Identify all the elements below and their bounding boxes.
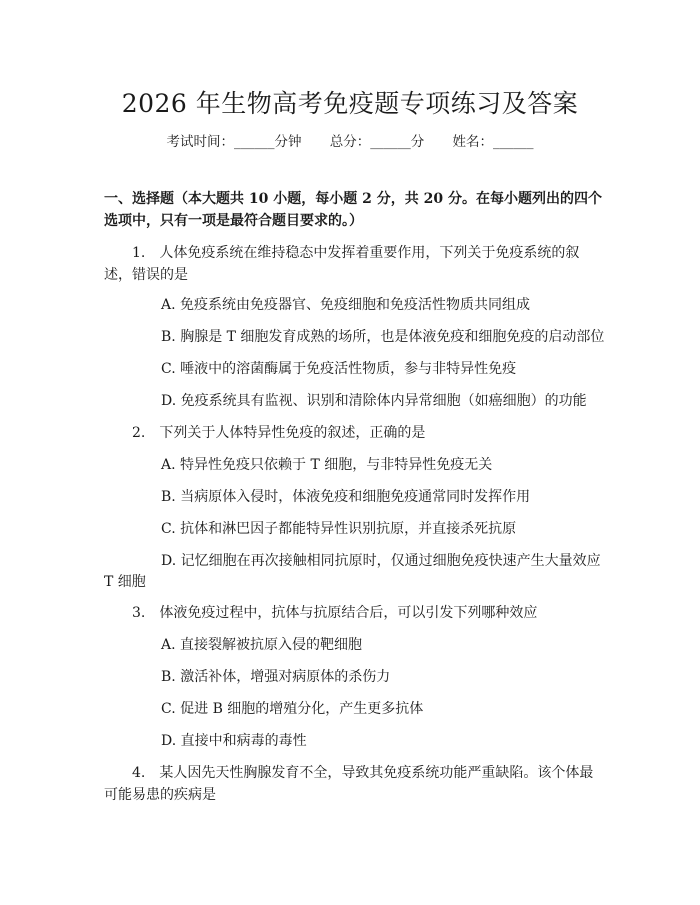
exam-info bbox=[0, 130, 700, 150]
exam-time: 考试时间：______分钟 bbox=[166, 134, 302, 150]
option-a: A. 免疫系统由免疫器官、免疫细胞和免疫活性物质共同组成 bbox=[161, 297, 531, 313]
option-c: C. 唾液中的溶菌酶属于免疫活性物质，参与非特异性免疫 bbox=[161, 361, 517, 377]
question-stem: 2. 下列关于人体特异性免疫的叙述，正确的是 bbox=[132, 425, 426, 441]
total-score: 总分：______分 bbox=[329, 134, 425, 150]
option-d: D. 记忆细胞在再次接触相同抗原时，仅通过细胞免疫快速产生大量效应 bbox=[161, 553, 601, 569]
option-b: B. 胸腺是 T 细胞发育成熟的场所，也是体液免疫和细胞免疫的启动部位 bbox=[161, 329, 605, 345]
option-b: B. 当病原体入侵时，体液免疫和细胞免疫通常同时发挥作用 bbox=[161, 489, 531, 505]
student-name: 姓名：______ bbox=[452, 134, 534, 150]
option-a: A. 特异性免疫只依赖于 T 细胞，与非特异性免疫无关 bbox=[161, 457, 493, 473]
question-stem: 4. 某人因先天性胸腺发育不全，导致其免疫系统功能严重缺陷。该个体最可能易患的疾病是 bbox=[104, 765, 594, 803]
option-d-continuation: T 细胞 bbox=[104, 574, 146, 590]
question-stem: 1. 人体免疫系统在维持稳态中发挥着重要作用，下列关于免疫系统的叙述，错误的是 bbox=[104, 245, 580, 283]
option-a: A. 直接裂解被抗原入侵的靶细胞 bbox=[161, 637, 363, 653]
option-d: D. 免疫系统具有监视、识别和清除体内异常细胞（如癌细胞）的功能 bbox=[161, 393, 587, 409]
question-stem: 3. 体液免疫过程中，抗体与抗原结合后，可以引发下列哪种效应 bbox=[132, 605, 538, 621]
option-c: C. 促进 B 细胞的增殖分化，产生更多抗体 bbox=[161, 701, 424, 717]
section-heading: 一、选择题（本大题共 10 小题，每小题 2 分，共 20 分。在每小题列出的四个选项中，只有一项是最符合题目要求的。） bbox=[104, 191, 602, 229]
option-c: C. 抗体和淋巴因子都能特异性识别抗原，并直接杀死抗原 bbox=[161, 521, 517, 537]
page-title: 2026 年生物高考免疫题专项练习及答案 bbox=[121, 89, 579, 118]
option-d: D. 直接中和病毒的毒性 bbox=[161, 733, 307, 749]
option-b: B. 激活补体，增强对病原体的杀伤力 bbox=[161, 669, 391, 685]
